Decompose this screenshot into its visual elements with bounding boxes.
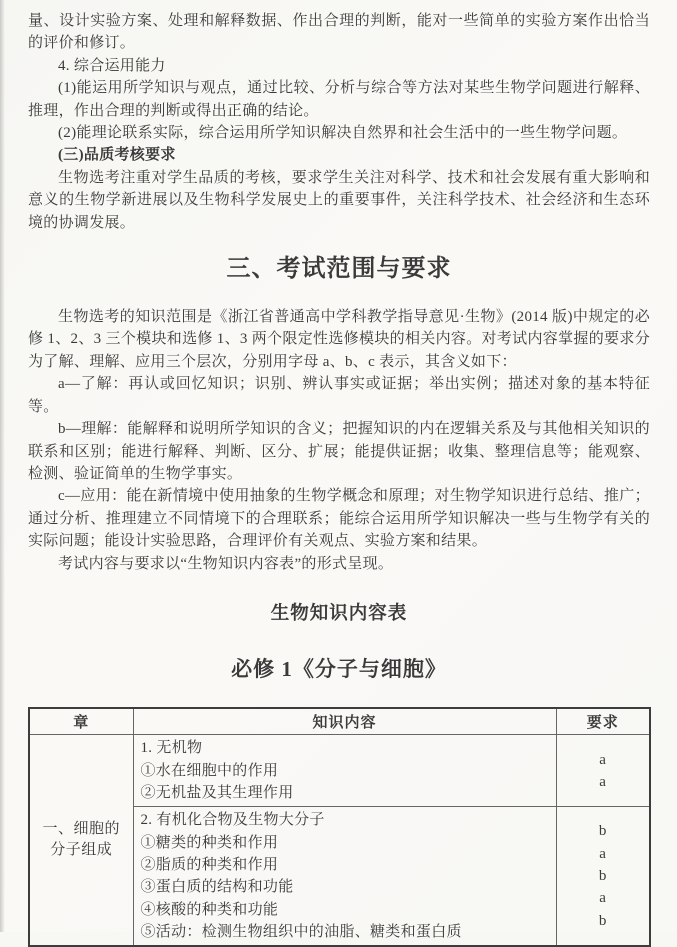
chapter-name-line-1: 一、细胞的: [42, 820, 120, 837]
knowledge-line: ②无机盐及其生理作用: [140, 785, 294, 802]
module-1-title: 必修 1《分子与细胞》: [231, 656, 447, 681]
requirement-value: a: [599, 845, 607, 862]
requirement-value: b: [598, 912, 607, 929]
knowledge-line: ①水在细胞中的作用: [140, 762, 279, 779]
requirement-value: a: [599, 773, 607, 790]
knowledge-line: 2. 有机化合物及生物大分子: [140, 812, 325, 829]
knowledge-table-title: 生物知识内容表: [270, 603, 408, 624]
knowledge-line: ⑤活动：检测生物组织中的油脂、糖类和蛋白质: [140, 923, 462, 940]
paragraph-quality-requirements: 生物选考注重对学生品质的考核，要求学生关注对科学、技术和社会发展有重大影响和意义的生物学新进展以及生物科学发展史上的重要事件，关注科学技术、社会经济和生态环境的协调发展。: [28, 169, 650, 231]
paragraph-scope-intro: 生物选考的知识范围是《浙江省普通高中学科教学指导意见·生物》(2014 版)中规定的必修 1、2、3 三个模块和选修 1、3 两个限定性选修模块的相关内容。对考试内容掌握的要求分为了解、理解、应用三个层次，分别用字母 a、b、c 表示，其含义如下：: [28, 309, 650, 370]
knowledge-line: ②脂质的种类和作用: [140, 856, 279, 873]
paragraph-ability-4-title: 4. 综合运用能力: [58, 57, 166, 74]
chapter-cell: [29, 735, 133, 946]
requirement-cell-group-2: [556, 807, 650, 946]
knowledge-cell-group-2: [133, 807, 556, 946]
knowledge-line: 1. 无机物: [140, 740, 203, 757]
requirement-value: a: [599, 890, 607, 907]
knowledge-line: ④核酸的种类和功能: [140, 901, 279, 918]
column-header-requirement: 要求: [556, 708, 650, 735]
paragraph-level-b-definition: b—理解：能解释和说明所学知识的含义；把握知识的内在逻辑关系及与其他相关知识的联系和区别；能进行解释、判断、区分、扩展；能提供证据；收集、整理信息等；能观察、检测、验证简单的生物学事实。: [28, 421, 650, 482]
paragraph-level-a-definition: a—了解：再认或回忆知识；识别、辨认事实或证据；举出实例；描述对象的基本特征等。: [28, 376, 650, 415]
requirement-value: b: [598, 823, 607, 840]
knowledge-line: ①糖类的种类和作用: [140, 834, 279, 851]
paragraph-measure-continuation: 量、设计实验方案、处理和解释数据、作出合理的判断，能对一些简单的实验方案作出恰当的评价和修订。: [28, 13, 650, 52]
paragraph-level-c-definition: c—应用：能在新情境中使用抽象的生物学概念和原理；对生物学知识进行总结、推广；通过分析、推理建立不同情境下的合理联系；能综合运用所学知识解决一些与生物学有关的实际问题；能设计实验思路，合理评价有关观点、实验方案和结果。: [28, 488, 650, 550]
section-heading-exam-scope: 三、考试范围与要求: [226, 256, 452, 283]
chapter-name-line-2: 分子组成: [50, 842, 113, 859]
table-row-inorganic: [29, 735, 650, 807]
subsection-quality-requirements-title: (三)品质考核要求: [58, 147, 176, 164]
knowledge-content-table: [28, 707, 651, 947]
knowledge-cell-group-1: [133, 735, 556, 807]
paragraph-table-presentation-note: 考试内容与要求以“生物知识内容表”的形式呈现。: [58, 555, 394, 572]
requirement-value: a: [599, 751, 607, 768]
knowledge-line: ③蛋白质的结构和功能: [140, 879, 294, 896]
paragraph-ability-4-item-2: (2)能理论联系实际，综合运用所学知识解决自然界和社会生活中的一些生物学问题。: [58, 125, 628, 142]
column-header-knowledge: 知识内容: [133, 708, 556, 735]
requirement-value: b: [598, 868, 607, 885]
requirement-cell-group-1: [556, 735, 650, 807]
column-header-chapter: 章: [29, 708, 133, 735]
paragraph-ability-4-item-1: (1)能运用所学知识与观点，通过比较、分析与综合等方法对某些生物学问题进行解释、推理，作出合理的判断或得出正确的结论。: [28, 80, 650, 119]
table-header-row: [29, 708, 650, 735]
